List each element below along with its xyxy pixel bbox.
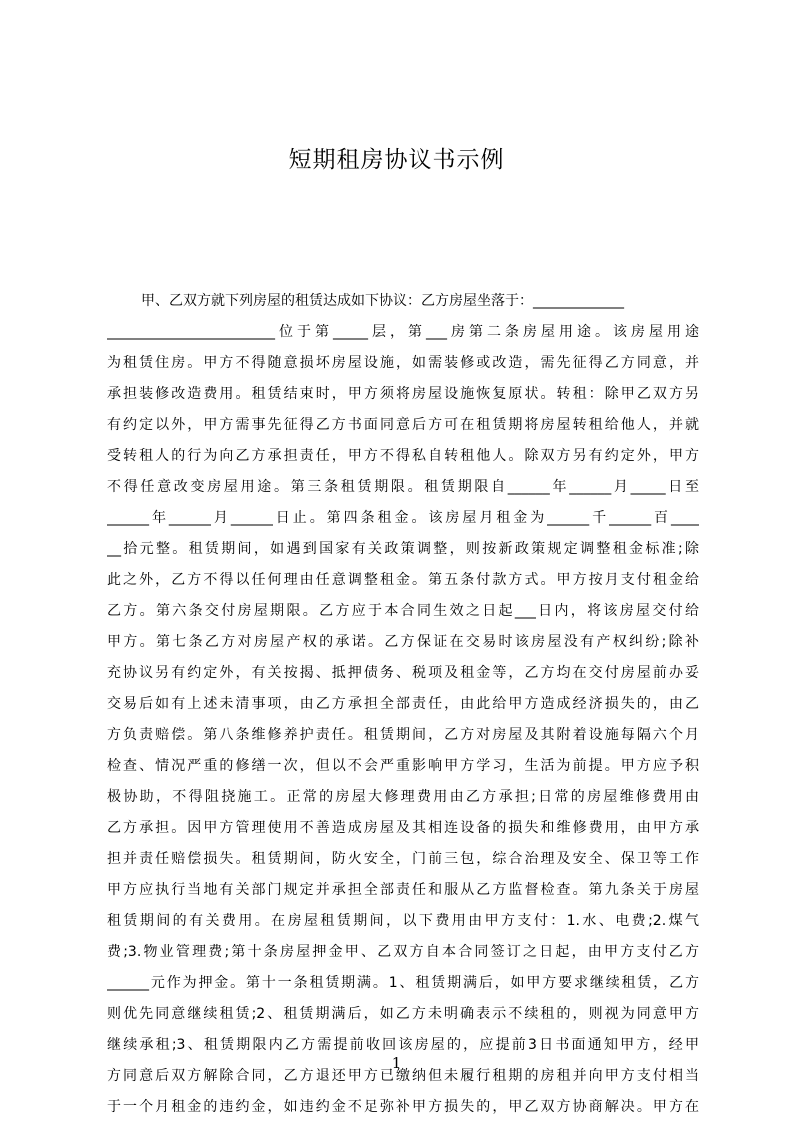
document-body xyxy=(107,288,699,1125)
body-line: 为租赁住房。甲方不得随意损坏房屋设施，如需装修或改造，需先征得乙方同意，并 xyxy=(107,355,699,371)
body-line: 租赁期间的有关费用。在房屋租赁期间，以下费用由甲方支付：1.水、电费;2.煤气 xyxy=(107,913,699,929)
body-line: 检查、情况严重的修缮一次，但以不会严重影响甲方学习，生活为前提。甲方应予积 xyxy=(107,758,699,774)
body-line: 承担装修改造费用。租赁结束时，甲方须将房屋设施恢复原状。转租：除甲乙双方另 xyxy=(107,386,699,402)
body-line: 于一个月租金的违约金，如违约金不足弥补甲方损失的，甲乙双方协商解决。甲方在 xyxy=(107,1099,699,1115)
body-line: 此之外，乙方不得以任何理由任意调整租金。第五条付款方式。甲方按月支付租金给 xyxy=(107,572,699,588)
body-line: 乙方承担。因甲方管理使用不善造成房屋及其相连设备的损失和维修费用，由甲方承 xyxy=(107,820,699,836)
body-line: 方同意后双方解除合同，乙方退还甲方已缴纳但未履行租期的房租并向甲方支付相当 xyxy=(107,1068,699,1084)
body-line: 甲、乙双方就下列房屋的租赁达成如下协议：乙方房屋坐落于：_____________ xyxy=(141,293,624,309)
body-line: 受转租人的行为向乙方承担责任，甲方不得私自转租他人。除双方另有约定外，甲方 xyxy=(107,448,699,464)
body-line: 则优先同意继续租赁;2、租赁期满后，如乙方未明确表示不续租的，则视为同意甲方 xyxy=(107,1006,699,1022)
body-line: 继续承租;3、租赁期限内乙方需提前收回该房屋的，应提前3日书面通知甲方，经甲 xyxy=(107,1037,699,1053)
document-title: 短期租房协议书示例 xyxy=(288,147,505,173)
body-line: 有约定以外，甲方需事先征得乙方书面同意后方可在租赁期将房屋转租给他人，并就 xyxy=(107,417,699,433)
body-line: ______元作为押金。第十一条租赁期满。1、租赁期满后，如甲方要求继续租赁，乙方 xyxy=(107,975,699,991)
body-line: 充协议另有约定外，有关按揭、抵押债务、税项及租金等，乙方均在交付房屋前办妥 xyxy=(107,665,699,681)
page-number: 1 xyxy=(391,1054,402,1072)
body-line: 不得任意改变房屋用途。第三条租赁期限。租赁期限自______年______月_____日至 xyxy=(107,479,699,495)
body-line: ________________________位于第_____层，第___房第二条房屋用途。该房屋用途 xyxy=(107,324,699,340)
body-line: 担并责任赔偿损失。租赁期间，防火安全，门前三包，综合治理及安全、保卫等工作 xyxy=(107,851,699,867)
body-line: 费;3.物业管理费;第十条房屋押金甲、乙双方自本合同签订之日起，由甲方支付乙方 xyxy=(107,944,699,960)
body-line: 乙方。第六条交付房屋期限。乙方应于本合同生效之日起___日内，将该房屋交付给 xyxy=(107,603,699,619)
body-line: __拾元整。租赁期间，如遇到国家有关政策调整，则按新政策规定调整租金标准;除 xyxy=(107,541,699,557)
body-line: 方负责赔偿。第八条维修养护责任。租赁期间，乙方对房屋及其附着设施每隔六个月 xyxy=(107,727,699,743)
body-line: 甲方应执行当地有关部门规定并承担全部责任和服从乙方监督检查。第九条关于房屋 xyxy=(107,882,699,898)
body-line: 交易后如有上述未清事项，由乙方承担全部责任，由此给甲方造成经济损失的，由乙 xyxy=(107,696,699,712)
body-line: ______年______月______日止。第四条租金。该房屋月租金为______千______百____ xyxy=(107,510,699,526)
body-line: 甲方。第七条乙方对房屋产权的承诺。乙方保证在交易时该房屋没有产权纠纷;除补 xyxy=(107,634,699,650)
body-line: 极协助，不得阻挠施工。正常的房屋大修理费用由乙方承担;日常的房屋维修费用由 xyxy=(107,789,699,805)
